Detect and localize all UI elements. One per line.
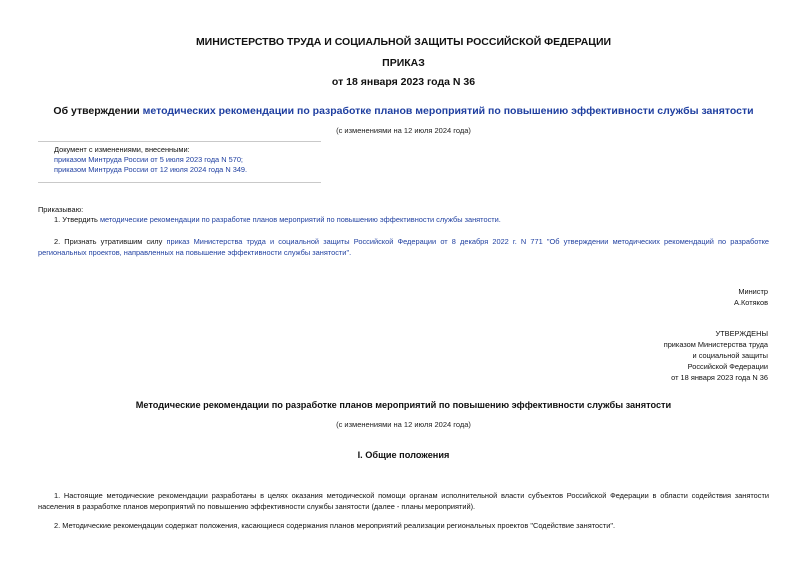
amendment-link-2[interactable]: приказом Минтруда России от 12 июля 2024 года N 349.	[54, 165, 248, 174]
section-paragraph-2: 2. Методические рекомендации содержат положения, касающиеся содержания планов мероприятий реализации региональных проектов "Содействие занятости".	[54, 521, 616, 530]
order-item-1	[54, 215, 501, 225]
amendments-title: Документ с изменениями, внесенными:	[54, 145, 190, 154]
amendment-link-1[interactable]: приказом Минтруда России от 5 июля 2023 года N 570;	[54, 155, 243, 164]
order-item-1-prefix: 1. Утвердить	[54, 215, 98, 224]
approval-line-4: Российской Федерации	[687, 362, 768, 371]
signature-block	[734, 286, 768, 308]
approval-line-2: приказом Министерства труда	[663, 340, 768, 349]
order-heading: ПРИКАЗ	[382, 57, 425, 69]
approval-line-5: от 18 января 2023 года N 36	[671, 373, 768, 382]
order-item-2	[38, 236, 769, 258]
signature-title: Министр	[738, 287, 768, 296]
approval-line-1: УТВЕРЖДЕНЫ	[715, 329, 768, 338]
section-title: I. Общие положения	[357, 450, 450, 460]
subject-prefix: Об утверждении	[53, 105, 140, 117]
order-item-1-link[interactable]: методические рекомендации по разработке планов мероприятий по повышению эффективности службы занятости.	[99, 215, 501, 224]
approval-line-3: и социальной защиты	[692, 351, 768, 360]
approval-block	[664, 328, 768, 383]
ministry-heading: МИНИСТЕРСТВО ТРУДА И СОЦИАЛЬНОЙ ЗАЩИТЫ РОССИЙСКОЙ ФЕДЕРАЦИИ	[195, 36, 612, 48]
order-item-2-prefix: 2. Признать утратившим силу	[54, 237, 163, 246]
recommendations-title: Методические рекомендации по разработке планов мероприятий по повышению эффективности службы занятости	[135, 400, 672, 410]
changes-note: (с изменениями на 12 июля 2024 года)	[336, 126, 471, 135]
order-item-2-link[interactable]: приказ Министерства труда и социальной защиты Российской Федерации от 8 декабря 2022 г. N 771 "Об утверждении методических рекомендаций по разработке региональных проектов, направленных на повышение эффективности службы занятости".	[38, 237, 769, 257]
recommendations-changes-note: (с изменениями на 12 июля 2024 года)	[336, 420, 471, 429]
subject-link[interactable]: методических рекомендации по разработке планов мероприятий по повышению эффективности службы занятости	[142, 105, 754, 117]
signature-name: А.Котяков	[734, 298, 768, 307]
orders-intro: Приказываю:	[38, 205, 84, 214]
order-subject	[0, 105, 807, 117]
order-date: от 18 января 2023 года N 36	[331, 76, 476, 88]
amendments-bottom-divider	[38, 182, 321, 183]
amendments-box	[54, 145, 247, 175]
section-paragraph-1: 1. Настоящие методические рекомендации разработаны в целях оказания методической помощи органам исполнительной власти субъектов Российской Федерации в области содействия занятости населения в разработке планов мероприятий по повышению эффективности службы занятости (далее - планы мероприятий).	[38, 491, 769, 511]
amendments-top-divider	[38, 141, 321, 142]
